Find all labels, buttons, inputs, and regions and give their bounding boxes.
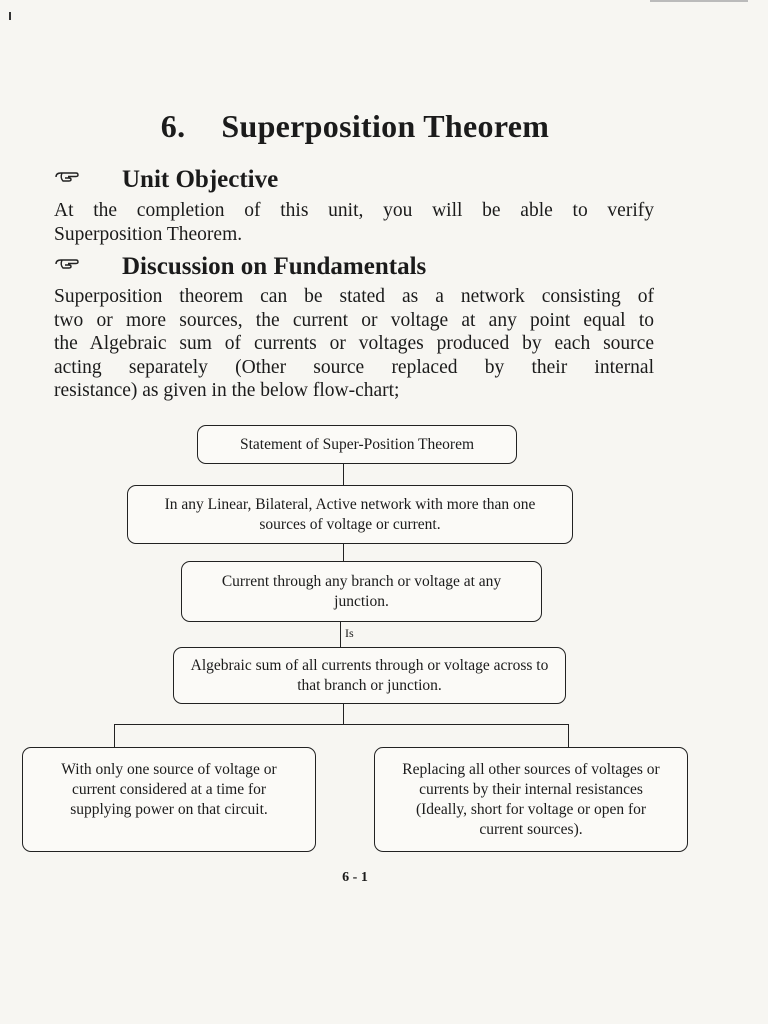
- flowchart-box-network: In any Linear, Bilateral, Active network with more than one sources of voltage or current.: [127, 485, 573, 544]
- chapter-title-text: Superposition Theorem: [221, 108, 550, 144]
- flowchart-box-algebraic-sum: Algebraic sum of all currents through or voltage across to that branch or junction.: [173, 647, 566, 704]
- paragraph-line: Superposition theorem can be stated as a network consisting of: [54, 286, 654, 307]
- paragraph-line: the Algebraic sum of currents or voltages produced by each source: [54, 333, 654, 354]
- discussion-paragraph: [54, 285, 654, 403]
- flowchart-branch-line: [114, 724, 569, 725]
- paragraph-line: At the completion of this unit, you will be able to verify: [54, 200, 654, 221]
- flowchart-connector: [340, 622, 341, 647]
- paragraph-line: resistance) as given in the below flow-chart;: [54, 380, 400, 401]
- page-number: 6 - 1: [342, 870, 368, 885]
- section-heading-unit-objective: Unit Objective: [122, 166, 279, 193]
- flowchart-box-statement: Statement of Super-Position Theorem: [197, 425, 517, 464]
- flowchart-connector: [343, 704, 344, 725]
- flowchart-box-current: Current through any branch or voltage at any junction.: [181, 561, 542, 622]
- connector-label: Is: [345, 626, 354, 640]
- chapter-number: 6.: [160, 108, 186, 144]
- paragraph-line: two or more sources, the current or voltage at any point equal to: [54, 309, 654, 331]
- flowchart-connector: [343, 464, 344, 485]
- margin-mark: [9, 12, 11, 20]
- paragraph-line: Superposition Theorem.: [54, 223, 243, 245]
- flowchart-box-replace-sources: Replacing all other sources of voltages or currents by their internal resistances (Ideally, short for voltage or open for current sources).: [374, 747, 688, 852]
- scan-edge-line: [650, 0, 748, 2]
- paragraph-line: acting separately (Other source replaced by their internal: [54, 356, 654, 378]
- flowchart-connector: [568, 724, 569, 747]
- flowchart-connector: [114, 724, 115, 747]
- flowchart-box-one-source: With only one source of voltage or current considered at a time for supplying power on that circuit.: [22, 747, 316, 852]
- flowchart-connector: [343, 544, 344, 561]
- pointing-hand-icon: [54, 168, 80, 189]
- section-heading-discussion: Discussion on Fundamentals: [122, 253, 427, 280]
- chapter-title: [0, 108, 710, 145]
- pointing-hand-icon: [54, 255, 80, 276]
- unit-objective-paragraph: [54, 199, 654, 246]
